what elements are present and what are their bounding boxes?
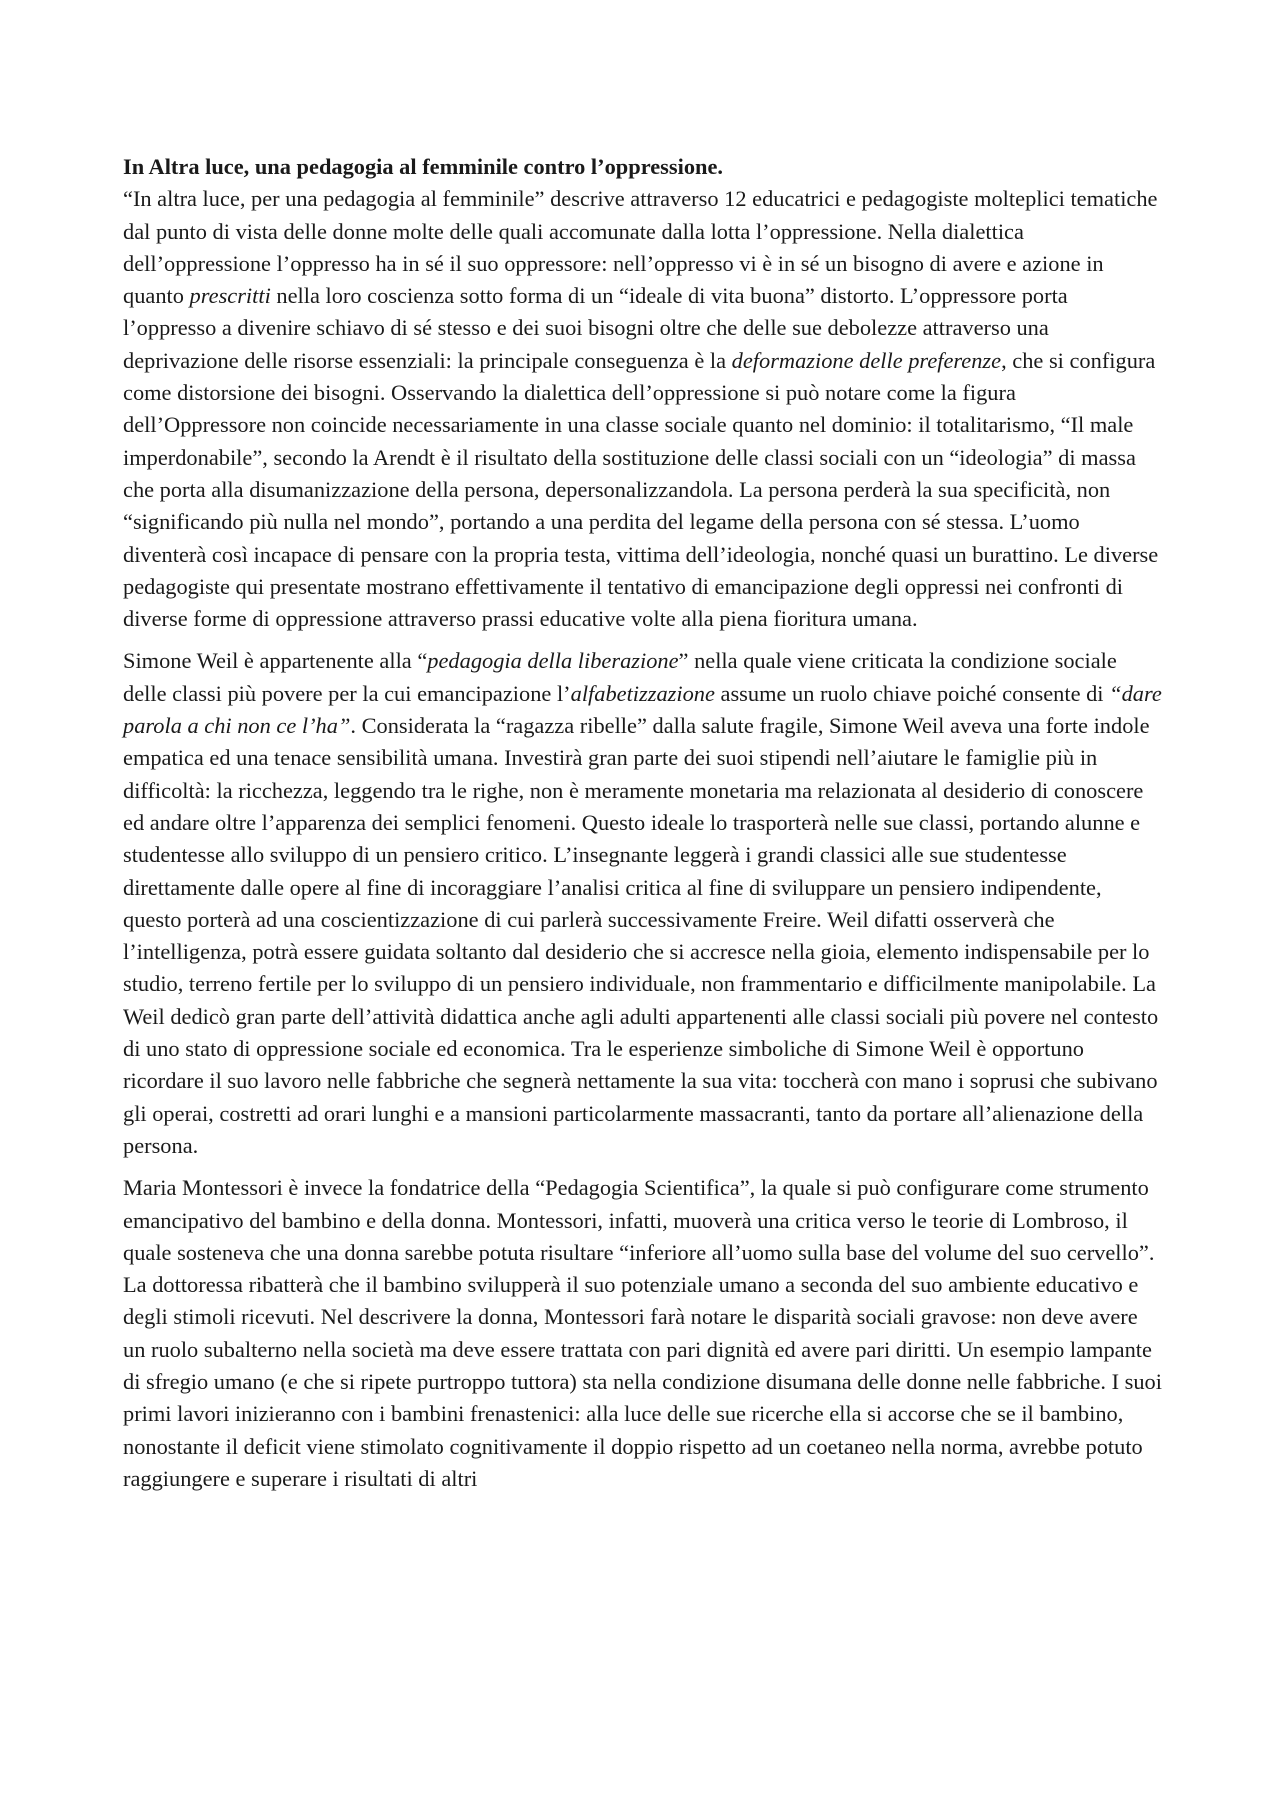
- paragraph-montessori: [123, 1172, 1163, 1495]
- italic-run: deformazione delle preferenze: [731, 347, 1002, 373]
- text-run: Maria Montessori è invece la fondatrice della “Pedagogia Scientifica”, la quale si può configurare come strumento emancipativo del bambino e della donna. Montessori, infatti, muoverà una critica verso le teorie di Lombroso, il quale sosteneva che una donna sarebbe potuta risultare “inferiore all’uomo sulla base del volume del suo cervello”. La dottoressa ribatterà che il bambino svilupperà il suo potenziale umano a seconda del suo ambiente educativo e degli stimoli ricevuti. Nel descrivere la donna, Montessori farà notare le disparità sociali gravose: non deve avere un ruolo subalterno nella società ma deve essere trattata con pari dignità ed avere pari diritti. Un esempio lampante di sfregio umano (e che si ripete purtroppo tuttora) sta nella condizione disumana delle donne nelle fabbriche. I suoi primi lavori inizieranno con i bambini frenastenici: alla luce delle sue ricerche ella si accorse che se il bambino, nonostante il deficit viene stimolato cognitivamente il doppio rispetto ad un coetaneo nella norma, avrebbe potuto raggiungere e superare i risultati di altri: [123, 1175, 1162, 1491]
- text-run: , che si configura come distorsione dei bisogni. Osservando la dialettica dell’oppressione si può notare come la figura dell’Oppressore non coincide necessariamente in una classe sociale quanto nel dominio: il totalitarismo, “Il male imperdonabile”, secondo la Arendt è il risultato della sostituzione delle classi sociali con un “ideologia” di massa che porta alla disumanizzazione della persona, depersonalizzandola. La persona perderà la sua specificità, non “significando più nulla nel mondo”, portando a una perdita del legame della persona con sé stessa. L’uomo diventerà così incapace di pensare con la propria testa, vittima dell’ideologia, nonché quasi un burattino. Le diverse pedagogiste qui presentate mostrano effettivamente il tentativo di emancipazione degli oppressi nei confronti di diverse forme di oppressione attraverso prassi educative volte alla piena fioritura umana.: [123, 347, 1159, 632]
- text-run: Simone Weil è appartenente alla “: [123, 648, 428, 674]
- paragraph-weil: [123, 645, 1163, 1162]
- title-period: .: [717, 154, 724, 179]
- document-page: [123, 151, 1163, 1495]
- italic-run: “dare parola a chi non ce l’ha”: [123, 680, 1162, 739]
- italic-run: alfabetizzazione: [570, 680, 715, 706]
- text-run: assume un ruolo chiave poiché consente di: [714, 680, 1110, 706]
- italic-run: pedagogia della liberazione: [427, 648, 679, 674]
- paragraph-intro: [123, 183, 1163, 635]
- text-run: “In altra luce, per una pedagogia al femminile” descrive attraverso 12 educatrici e pedagogiste molteplici tematiche dal punto di vista delle donne molte delle quali accomunate dalla lotta l’oppressione. Nella dialettica dell’oppressione l’oppresso ha in sé il suo oppressore: nell’oppresso vi è in sé un bisogno di avere e azione in quanto: [123, 186, 1158, 309]
- text-run: ” nella quale viene criticata la condizione sociale delle classi più povere per la cui emancipazione l’: [123, 648, 1117, 706]
- document-title: [123, 151, 1163, 183]
- text-run: nella loro coscienza sotto forma di un “ideale di vita buona” distorto. L’oppressore porta l’oppresso a divenire schiavo di sé stesso e dei suoi bisogni oltre che delle sue debolezze attraverso una deprivazione delle risorse essenziali: la principale conseguenza è la: [123, 283, 1068, 373]
- title-text: In Altra luce, una pedagogia al femminile contro l’oppressione: [123, 154, 718, 179]
- text-run: . Considerata la “ragazza ribelle” dalla salute fragile, Simone Weil aveva una forte indole empatica ed una tenace sensibilità umana. Investirà gran parte dei suoi stipendi nell’aiutare le famiglie più in difficoltà: la ricchezza, leggendo tra le righe, non è meramente monetaria ma relazionata al desiderio di conoscere ed andare oltre l’apparenza dei semplici fenomeni. Questo ideale lo trasporterà nelle sue classi, portando alunne e studentesse allo sviluppo di un pensiero critico. L’insegnante leggerà i grandi classici alle sue studentesse direttamente dalle opere al fine di incoraggiare l’analisi critica al fine di sviluppare un pensiero indipendente, questo porterà ad una coscientizzazione di cui parlerà successivamente Freire. Weil difatti osserverà che l’intelligenza, potrà essere guidata soltanto dal desiderio che si accresce nella gioia, elemento indispensabile per lo studio, terreno fertile per lo sviluppo di un pensiero individuale, non frammentario e difficilmente manipolabile. La Weil dedicò gran parte dell’attività didattica anche agli adulti appartenenti alle classi sociali più povere nel contesto di uno stato di oppressione sociale ed economica. Tra le esperienze simboliche di Simone Weil è opportuno ricordare il suo lavoro nelle fabbriche che segnerà nettamente la sua vita: toccherà con mano i soprusi che subivano gli operai, costretti ad orari lunghi e a mansioni particolarmente massacranti, tanto da portare all’alienazione della persona.: [123, 713, 1159, 1158]
- italic-run: prescritti: [189, 283, 271, 309]
